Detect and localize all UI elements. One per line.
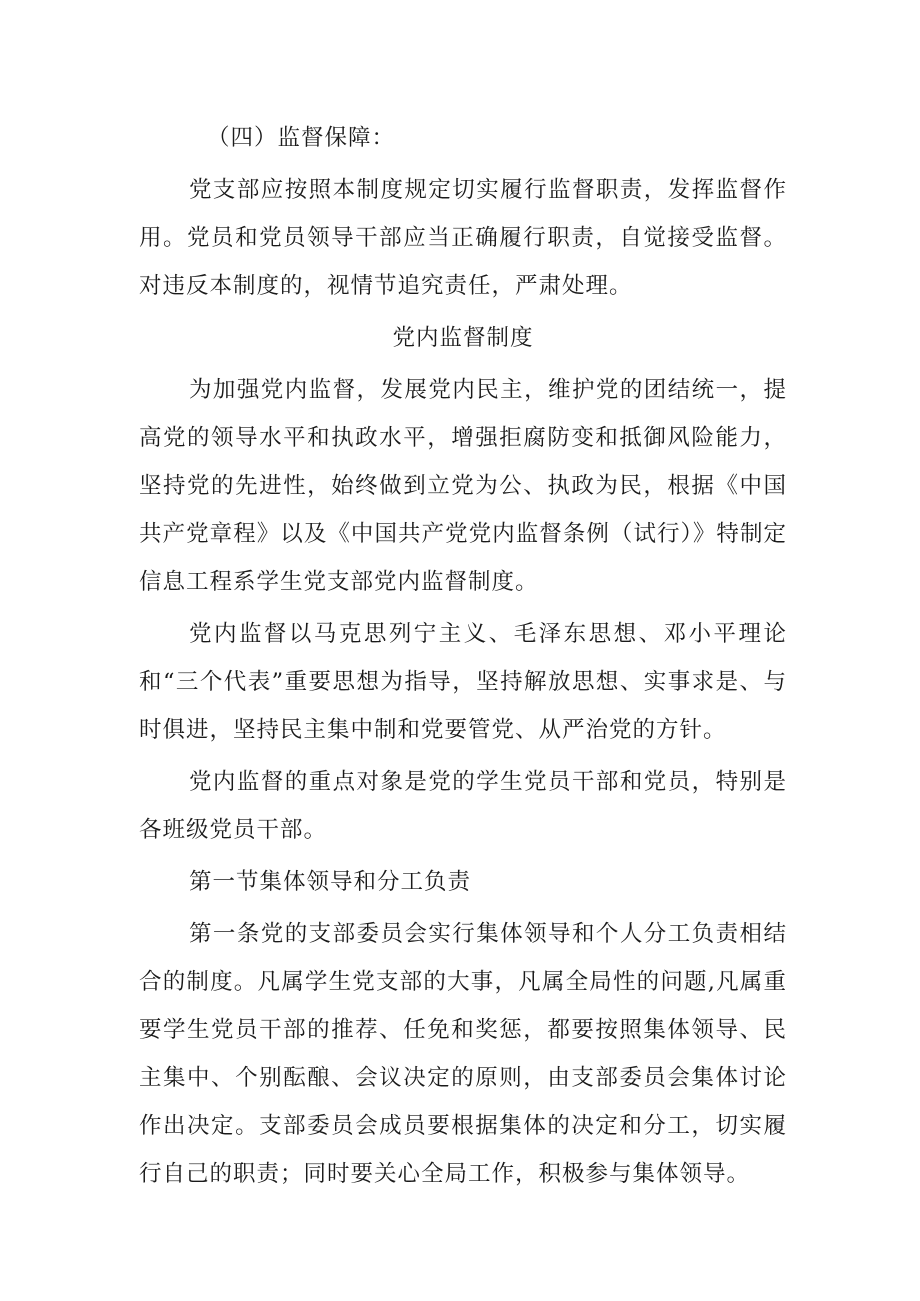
document-title: 党内监督制度 [392, 325, 534, 351]
paragraph-guidance: 党内监督以马克思列宁主义、毛泽东思想、邓小平理论和“三个代表”重要思想为指导，坚持解放思想、实事求是、与时俱进，坚持民主集中制和党要管党、从严治党的方针。 [139, 621, 787, 743]
section-one-heading: 第一节集体领导和分工负责 [189, 869, 472, 895]
document-body [139, 114, 787, 1202]
section-heading-supervision: （四）监督保障： [207, 125, 396, 151]
paragraph-supervision-guarantee: 党支部应按照本制度规定切实履行监督职责，发挥监督作用。党员和党员领导干部应当正确履行职责，自觉接受监督。对违反本制度的，视情节追究责任，严肃处理。 [139, 177, 787, 299]
paragraph-focus: 党内监督的重点对象是党的学生党员干部和党员，特别是各班级党员干部。 [139, 769, 787, 843]
paragraph-intro: 为加强党内监督，发展党内民主，维护党的团结统一，提高党的领导水平和执政水平，增强拒腐防变和抵御风险能力，坚持党的先进性，始终做到立党为公、执政为民，根据《中国共产党章程》以及《中国共产党党内监督条例（试行）》特制定信息工程系学生党支部党内监督制度。 [139, 377, 787, 595]
article-one: 第一条党的支部委员会实行集体领导和个人分工负责相结合的制度。凡属学生党支部的大事，凡属全局性的问题,凡属重要学生党员干部的推荐、任免和奖惩，都要按照集体领导、民主集中、个别酝酿、会议决定的原则，由支部委员会集体讨论作出决定。支部委员会成员要根据集体的决定和分工，切实履行自己的职责；同时要关心全局工作，积极参与集体领导。 [139, 921, 787, 1187]
